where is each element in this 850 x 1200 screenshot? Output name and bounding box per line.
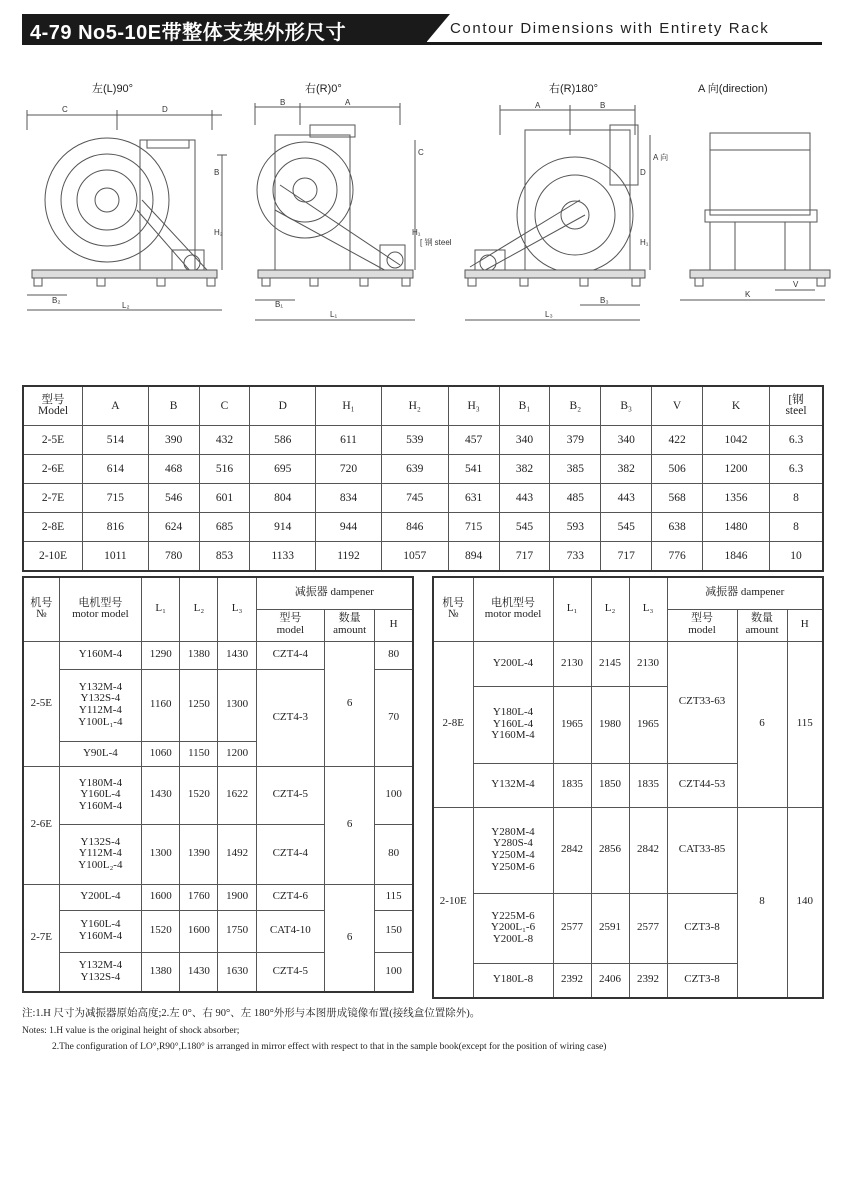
cell: 1430 bbox=[142, 766, 180, 824]
cell: 624 bbox=[148, 513, 199, 542]
cell: 685 bbox=[199, 513, 250, 542]
cell: CAT4-10 bbox=[256, 910, 324, 952]
header-h: H bbox=[787, 609, 823, 641]
cell-no: 2-5E bbox=[23, 641, 59, 766]
header-k: K bbox=[703, 386, 770, 426]
figure-title-left-90: 左(L)90° bbox=[92, 83, 134, 95]
cell: 80 bbox=[375, 824, 413, 884]
dim-label-h2: H₂ bbox=[214, 228, 223, 237]
note-en-2: 2.The configuration of LO°,R90°,L180° is arranged in mirror effect with respect to that in the sample book(except for the position of wiring case) bbox=[52, 1042, 607, 1052]
dim-label-l3-r180: L₃ bbox=[545, 310, 553, 319]
cell: 443 bbox=[499, 484, 550, 513]
cell: 432 bbox=[199, 426, 250, 455]
cell: 717 bbox=[499, 542, 550, 572]
header-dampener: 减振器 dampener bbox=[256, 577, 413, 609]
cell: 601 bbox=[199, 484, 250, 513]
cell: 846 bbox=[381, 513, 448, 542]
header-qty bbox=[737, 609, 787, 641]
header-b3: B₃ bbox=[601, 386, 652, 426]
header-motor-cn: 电机型号 bbox=[78, 596, 123, 609]
table-row bbox=[23, 513, 823, 542]
cell: CAT33-85 bbox=[667, 807, 737, 893]
cell: 1900 bbox=[218, 884, 256, 910]
dim-label-c-r0: C bbox=[418, 148, 424, 157]
cell: 379 bbox=[550, 426, 601, 455]
cell-no: 2-10E bbox=[433, 807, 473, 998]
dim-label-b-r0: B bbox=[280, 98, 286, 107]
cell-motor: Y200L-4 bbox=[473, 641, 553, 686]
header-h3: H₃ bbox=[448, 386, 499, 426]
dim-label-b: B bbox=[214, 168, 220, 177]
table-row bbox=[23, 484, 823, 513]
cell: 586 bbox=[250, 426, 316, 455]
cell: CZT4-5 bbox=[256, 766, 324, 824]
cell: 2130 bbox=[553, 641, 591, 686]
table-header-row bbox=[23, 386, 823, 426]
cell: 834 bbox=[316, 484, 382, 513]
drawing-right-180 bbox=[460, 95, 669, 325]
cell: 1042 bbox=[703, 426, 770, 455]
cell: 1060 bbox=[142, 741, 180, 766]
header-steel-en: steel bbox=[785, 405, 807, 417]
cell: 1622 bbox=[218, 766, 256, 824]
cell: 443 bbox=[601, 484, 652, 513]
motor-table-left bbox=[22, 576, 414, 993]
cell: 468 bbox=[148, 455, 199, 484]
header-l1: L₁ bbox=[142, 577, 180, 641]
cell: 733 bbox=[550, 542, 601, 572]
cell: 1430 bbox=[218, 641, 256, 669]
cell: 382 bbox=[601, 455, 652, 484]
cell: 2-8E bbox=[23, 513, 83, 542]
note-en-1: Notes: 1.H value is the original height of shock absorber; bbox=[22, 1026, 240, 1036]
cell-motor: Y225M-6 Y200L₁-6 Y200L-8 bbox=[473, 893, 553, 963]
cell: 545 bbox=[499, 513, 550, 542]
header-motor bbox=[473, 577, 553, 641]
cell: 541 bbox=[448, 455, 499, 484]
header-motor-en: motor model bbox=[484, 608, 542, 621]
header-l2: L₂ bbox=[180, 577, 218, 641]
table-row bbox=[23, 455, 823, 484]
cell: 485 bbox=[550, 484, 601, 513]
table-row bbox=[433, 807, 823, 893]
cell: 2-10E bbox=[23, 542, 83, 572]
cell: CZT3-8 bbox=[667, 893, 737, 963]
header-h2: H₂ bbox=[381, 386, 448, 426]
header-b2: B₂ bbox=[550, 386, 601, 426]
dim-label-c: C bbox=[62, 105, 68, 114]
header-qty-cn: 数量 bbox=[338, 612, 361, 625]
cell: 516 bbox=[199, 455, 250, 484]
header-motor-cn: 电机型号 bbox=[491, 596, 535, 609]
cell: 1760 bbox=[180, 884, 218, 910]
cell: CZT4-6 bbox=[256, 884, 324, 910]
cell: 8 bbox=[770, 513, 824, 542]
header-l3: L₃ bbox=[629, 577, 667, 641]
dim-label-adir: A 向 bbox=[653, 153, 669, 162]
cell: 2-7E bbox=[23, 484, 83, 513]
table-header-row bbox=[23, 577, 413, 609]
cell: CZT4-4 bbox=[256, 641, 324, 669]
cell: 2856 bbox=[591, 807, 629, 893]
cell: 614 bbox=[83, 455, 149, 484]
drawing-right-0 bbox=[250, 95, 452, 325]
dim-label-d: D bbox=[162, 105, 168, 114]
cell: 1430 bbox=[180, 952, 218, 992]
cell-motor: Y132M-4 Y132S-4 Y112M-4 Y100L₁-4 bbox=[59, 669, 141, 741]
cell-motor: Y180L-8 bbox=[473, 963, 553, 998]
cell-qty: 6 bbox=[325, 766, 375, 884]
dim-label-b-r180: B bbox=[600, 101, 606, 110]
cell: 382 bbox=[499, 455, 550, 484]
cell-no: 2-8E bbox=[433, 641, 473, 807]
cell: 2-5E bbox=[23, 426, 83, 455]
note-cn: 注:1.H 尺寸为减振器原始高度;2.左 0°、右 90°、左 180°外形与本图册成镜像布置(接线盒位置除外)。 bbox=[22, 1008, 481, 1019]
cell: 6.3 bbox=[770, 426, 824, 455]
cell: 715 bbox=[83, 484, 149, 513]
dim-label-d-r180: D bbox=[640, 168, 646, 177]
cell-motor: Y180L-4 Y160L-4 Y160M-4 bbox=[473, 686, 553, 763]
cell: 2392 bbox=[553, 963, 591, 998]
cell-qty: 6 bbox=[737, 641, 787, 807]
cell: 115 bbox=[787, 641, 823, 807]
header-v: V bbox=[652, 386, 703, 426]
dim-label-b1-r0: B₁ bbox=[275, 300, 284, 309]
dim-label-steel-r0: [ 钢 steel bbox=[420, 238, 452, 247]
cell-motor: Y132M-4 bbox=[473, 763, 553, 807]
header-no-en: № bbox=[448, 608, 459, 621]
cell-qty: 6 bbox=[325, 884, 375, 992]
cell: 340 bbox=[499, 426, 550, 455]
cell: 390 bbox=[148, 426, 199, 455]
cell: 1750 bbox=[218, 910, 256, 952]
header-h: H bbox=[375, 609, 413, 641]
cell-motor: Y160M-4 bbox=[59, 641, 141, 669]
cell: 1133 bbox=[250, 542, 316, 572]
header-l1: L₁ bbox=[553, 577, 591, 641]
cell: 385 bbox=[550, 455, 601, 484]
cell: 1980 bbox=[591, 686, 629, 763]
header-type bbox=[256, 609, 324, 641]
cell: 1850 bbox=[591, 763, 629, 807]
drawing-a-direction bbox=[675, 95, 825, 315]
cell: 1057 bbox=[381, 542, 448, 572]
header-steel bbox=[770, 386, 824, 426]
dim-label-v: V bbox=[793, 280, 799, 289]
figure-title-right-0: 右(R)0° bbox=[305, 83, 342, 95]
header-no bbox=[433, 577, 473, 641]
dim-label-l1-r0: L₁ bbox=[330, 310, 338, 319]
cell: 2577 bbox=[629, 893, 667, 963]
cell-motor: Y200L-4 bbox=[59, 884, 141, 910]
header-no bbox=[23, 577, 59, 641]
cell: 10 bbox=[770, 542, 824, 572]
cell: 1200 bbox=[218, 741, 256, 766]
cell: 1300 bbox=[218, 669, 256, 741]
header-type-cn: 型号 bbox=[279, 612, 302, 625]
cell: 140 bbox=[787, 807, 823, 998]
drawing-left-90 bbox=[22, 95, 237, 325]
cell: 2577 bbox=[553, 893, 591, 963]
figure-title-right-180: 右(R)180° bbox=[549, 83, 599, 95]
cell-qty: 6 bbox=[325, 641, 375, 766]
cell: 780 bbox=[148, 542, 199, 572]
header-model bbox=[23, 386, 83, 426]
cell: 2842 bbox=[629, 807, 667, 893]
cell: 944 bbox=[316, 513, 382, 542]
cell: 1520 bbox=[142, 910, 180, 952]
dim-label-b2: B₂ bbox=[52, 296, 61, 305]
cell: 1600 bbox=[142, 884, 180, 910]
header-b1: B₁ bbox=[499, 386, 550, 426]
cell: 804 bbox=[250, 484, 316, 513]
dim-label-h1-r0: H₁ bbox=[412, 228, 421, 237]
header-motor-en: motor model bbox=[72, 608, 129, 621]
cell: 1200 bbox=[703, 455, 770, 484]
page-header bbox=[22, 14, 822, 45]
table-row bbox=[23, 426, 823, 455]
table-header-row bbox=[433, 577, 823, 609]
cell: 2-6E bbox=[23, 455, 83, 484]
cell: 340 bbox=[601, 426, 652, 455]
cell: 100 bbox=[375, 952, 413, 992]
cell: 539 bbox=[381, 426, 448, 455]
cell: 2130 bbox=[629, 641, 667, 686]
header-type-cn: 型号 bbox=[691, 612, 713, 625]
cell: 715 bbox=[448, 513, 499, 542]
header-qty-cn: 数量 bbox=[751, 612, 773, 625]
cell: 1835 bbox=[629, 763, 667, 807]
cell-no: 2-6E bbox=[23, 766, 59, 884]
table-row bbox=[23, 542, 823, 572]
cell: CZT44-53 bbox=[667, 763, 737, 807]
cell: 1011 bbox=[83, 542, 149, 572]
cell: 568 bbox=[652, 484, 703, 513]
table-row bbox=[23, 641, 413, 669]
cell: 506 bbox=[652, 455, 703, 484]
motor-table-right bbox=[432, 576, 824, 999]
cell: 1250 bbox=[180, 669, 218, 741]
table-row bbox=[23, 884, 413, 910]
cell: 100 bbox=[375, 766, 413, 824]
cell: 70 bbox=[375, 669, 413, 766]
header-d: D bbox=[250, 386, 316, 426]
cell: 545 bbox=[601, 513, 652, 542]
cell: 816 bbox=[83, 513, 149, 542]
header-type-en: model bbox=[276, 624, 305, 636]
header-no-cn: 机号 bbox=[30, 596, 53, 609]
header-type-en: model bbox=[688, 624, 716, 636]
cell-motor: Y280M-4 Y280S-4 Y250M-4 Y250M-6 bbox=[473, 807, 553, 893]
cell: 2392 bbox=[629, 963, 667, 998]
header-bar-angle bbox=[424, 14, 450, 45]
page-title: 4-79 No5-10E带整体支架外形尺寸 bbox=[30, 22, 347, 44]
cell: 914 bbox=[250, 513, 316, 542]
header-type bbox=[667, 609, 737, 641]
cell: 611 bbox=[316, 426, 382, 455]
cell: 695 bbox=[250, 455, 316, 484]
cell: CZT4-3 bbox=[256, 669, 324, 766]
cell: CZT3-8 bbox=[667, 963, 737, 998]
cell: CZT4-5 bbox=[256, 952, 324, 992]
cell: 1600 bbox=[180, 910, 218, 952]
cell: 631 bbox=[448, 484, 499, 513]
header-c: C bbox=[199, 386, 250, 426]
cell: 1380 bbox=[142, 952, 180, 992]
cell: 1965 bbox=[629, 686, 667, 763]
header-qty-en: amount bbox=[745, 624, 779, 636]
cell: 8 bbox=[770, 484, 824, 513]
cell: 2842 bbox=[553, 807, 591, 893]
figure-title-a-direction: A 向(direction) bbox=[698, 83, 768, 95]
cell: 638 bbox=[652, 513, 703, 542]
header-b: B bbox=[148, 386, 199, 426]
header-motor bbox=[59, 577, 141, 641]
cell: 115 bbox=[375, 884, 413, 910]
header-no-en: № bbox=[36, 608, 47, 621]
dim-label-k: K bbox=[745, 290, 751, 299]
dim-label-a-r180: A bbox=[535, 101, 541, 110]
cell: 720 bbox=[316, 455, 382, 484]
header-steel-cn: [钢 bbox=[788, 393, 804, 406]
cell: 422 bbox=[652, 426, 703, 455]
header-l2: L₂ bbox=[591, 577, 629, 641]
cell-no: 2-7E bbox=[23, 884, 59, 992]
cell-qty: 8 bbox=[737, 807, 787, 998]
cell: 894 bbox=[448, 542, 499, 572]
cell: 1160 bbox=[142, 669, 180, 741]
header-model-cn: 型号 bbox=[41, 393, 65, 406]
cell: 639 bbox=[381, 455, 448, 484]
cell: 1380 bbox=[180, 641, 218, 669]
cell: 1846 bbox=[703, 542, 770, 572]
cell: 1150 bbox=[180, 741, 218, 766]
header-model-en: Model bbox=[37, 405, 69, 417]
cell: 853 bbox=[199, 542, 250, 572]
dim-label-l2: L₂ bbox=[122, 301, 130, 310]
cell: 514 bbox=[83, 426, 149, 455]
dim-label-b3-r180: B₃ bbox=[600, 296, 609, 305]
header-a: A bbox=[83, 386, 149, 426]
cell: 717 bbox=[601, 542, 652, 572]
cell: 2406 bbox=[591, 963, 629, 998]
cell: 1520 bbox=[180, 766, 218, 824]
cell: 1390 bbox=[180, 824, 218, 884]
cell: 593 bbox=[550, 513, 601, 542]
cell: 150 bbox=[375, 910, 413, 952]
cell: 1835 bbox=[553, 763, 591, 807]
dim-label-a-r0: A bbox=[345, 98, 351, 107]
cell: 1290 bbox=[142, 641, 180, 669]
header-h1: H₁ bbox=[316, 386, 382, 426]
notes bbox=[22, 1005, 606, 1058]
header-qty bbox=[325, 609, 375, 641]
header-qty-en: amount bbox=[333, 624, 367, 636]
cell-motor: Y132S-4 Y112M-4 Y100L₂-4 bbox=[59, 824, 141, 884]
table-row bbox=[23, 766, 413, 824]
cell: 546 bbox=[148, 484, 199, 513]
cell-motor: Y160L-4 Y160M-4 bbox=[59, 910, 141, 952]
cell: 6.3 bbox=[770, 455, 824, 484]
header-no-cn: 机号 bbox=[442, 596, 465, 609]
cell: 1356 bbox=[703, 484, 770, 513]
cell: 1965 bbox=[553, 686, 591, 763]
cell: 1480 bbox=[703, 513, 770, 542]
page-subtitle: Contour Dimensions with Entirety Rack bbox=[450, 20, 770, 37]
header-dampener: 减振器 dampener bbox=[667, 577, 823, 609]
cell: 1630 bbox=[218, 952, 256, 992]
cell-motor: Y180M-4 Y160L-4 Y160M-4 bbox=[59, 766, 141, 824]
cell: 457 bbox=[448, 426, 499, 455]
cell: 1192 bbox=[316, 542, 382, 572]
table-row bbox=[433, 641, 823, 686]
header-l3: L₃ bbox=[218, 577, 256, 641]
cell: 2591 bbox=[591, 893, 629, 963]
cell: CZT33-63 bbox=[667, 641, 737, 763]
cell: CZT4-4 bbox=[256, 824, 324, 884]
cell-motor: Y90L-4 bbox=[59, 741, 141, 766]
cell: 1492 bbox=[218, 824, 256, 884]
dim-label-h1-r180: H₁ bbox=[640, 238, 649, 247]
dimensions-table bbox=[22, 385, 824, 572]
cell: 776 bbox=[652, 542, 703, 572]
cell: 1300 bbox=[142, 824, 180, 884]
cell: 745 bbox=[381, 484, 448, 513]
cell: 80 bbox=[375, 641, 413, 669]
cell: 2145 bbox=[591, 641, 629, 686]
cell-motor: Y132M-4 Y132S-4 bbox=[59, 952, 141, 992]
